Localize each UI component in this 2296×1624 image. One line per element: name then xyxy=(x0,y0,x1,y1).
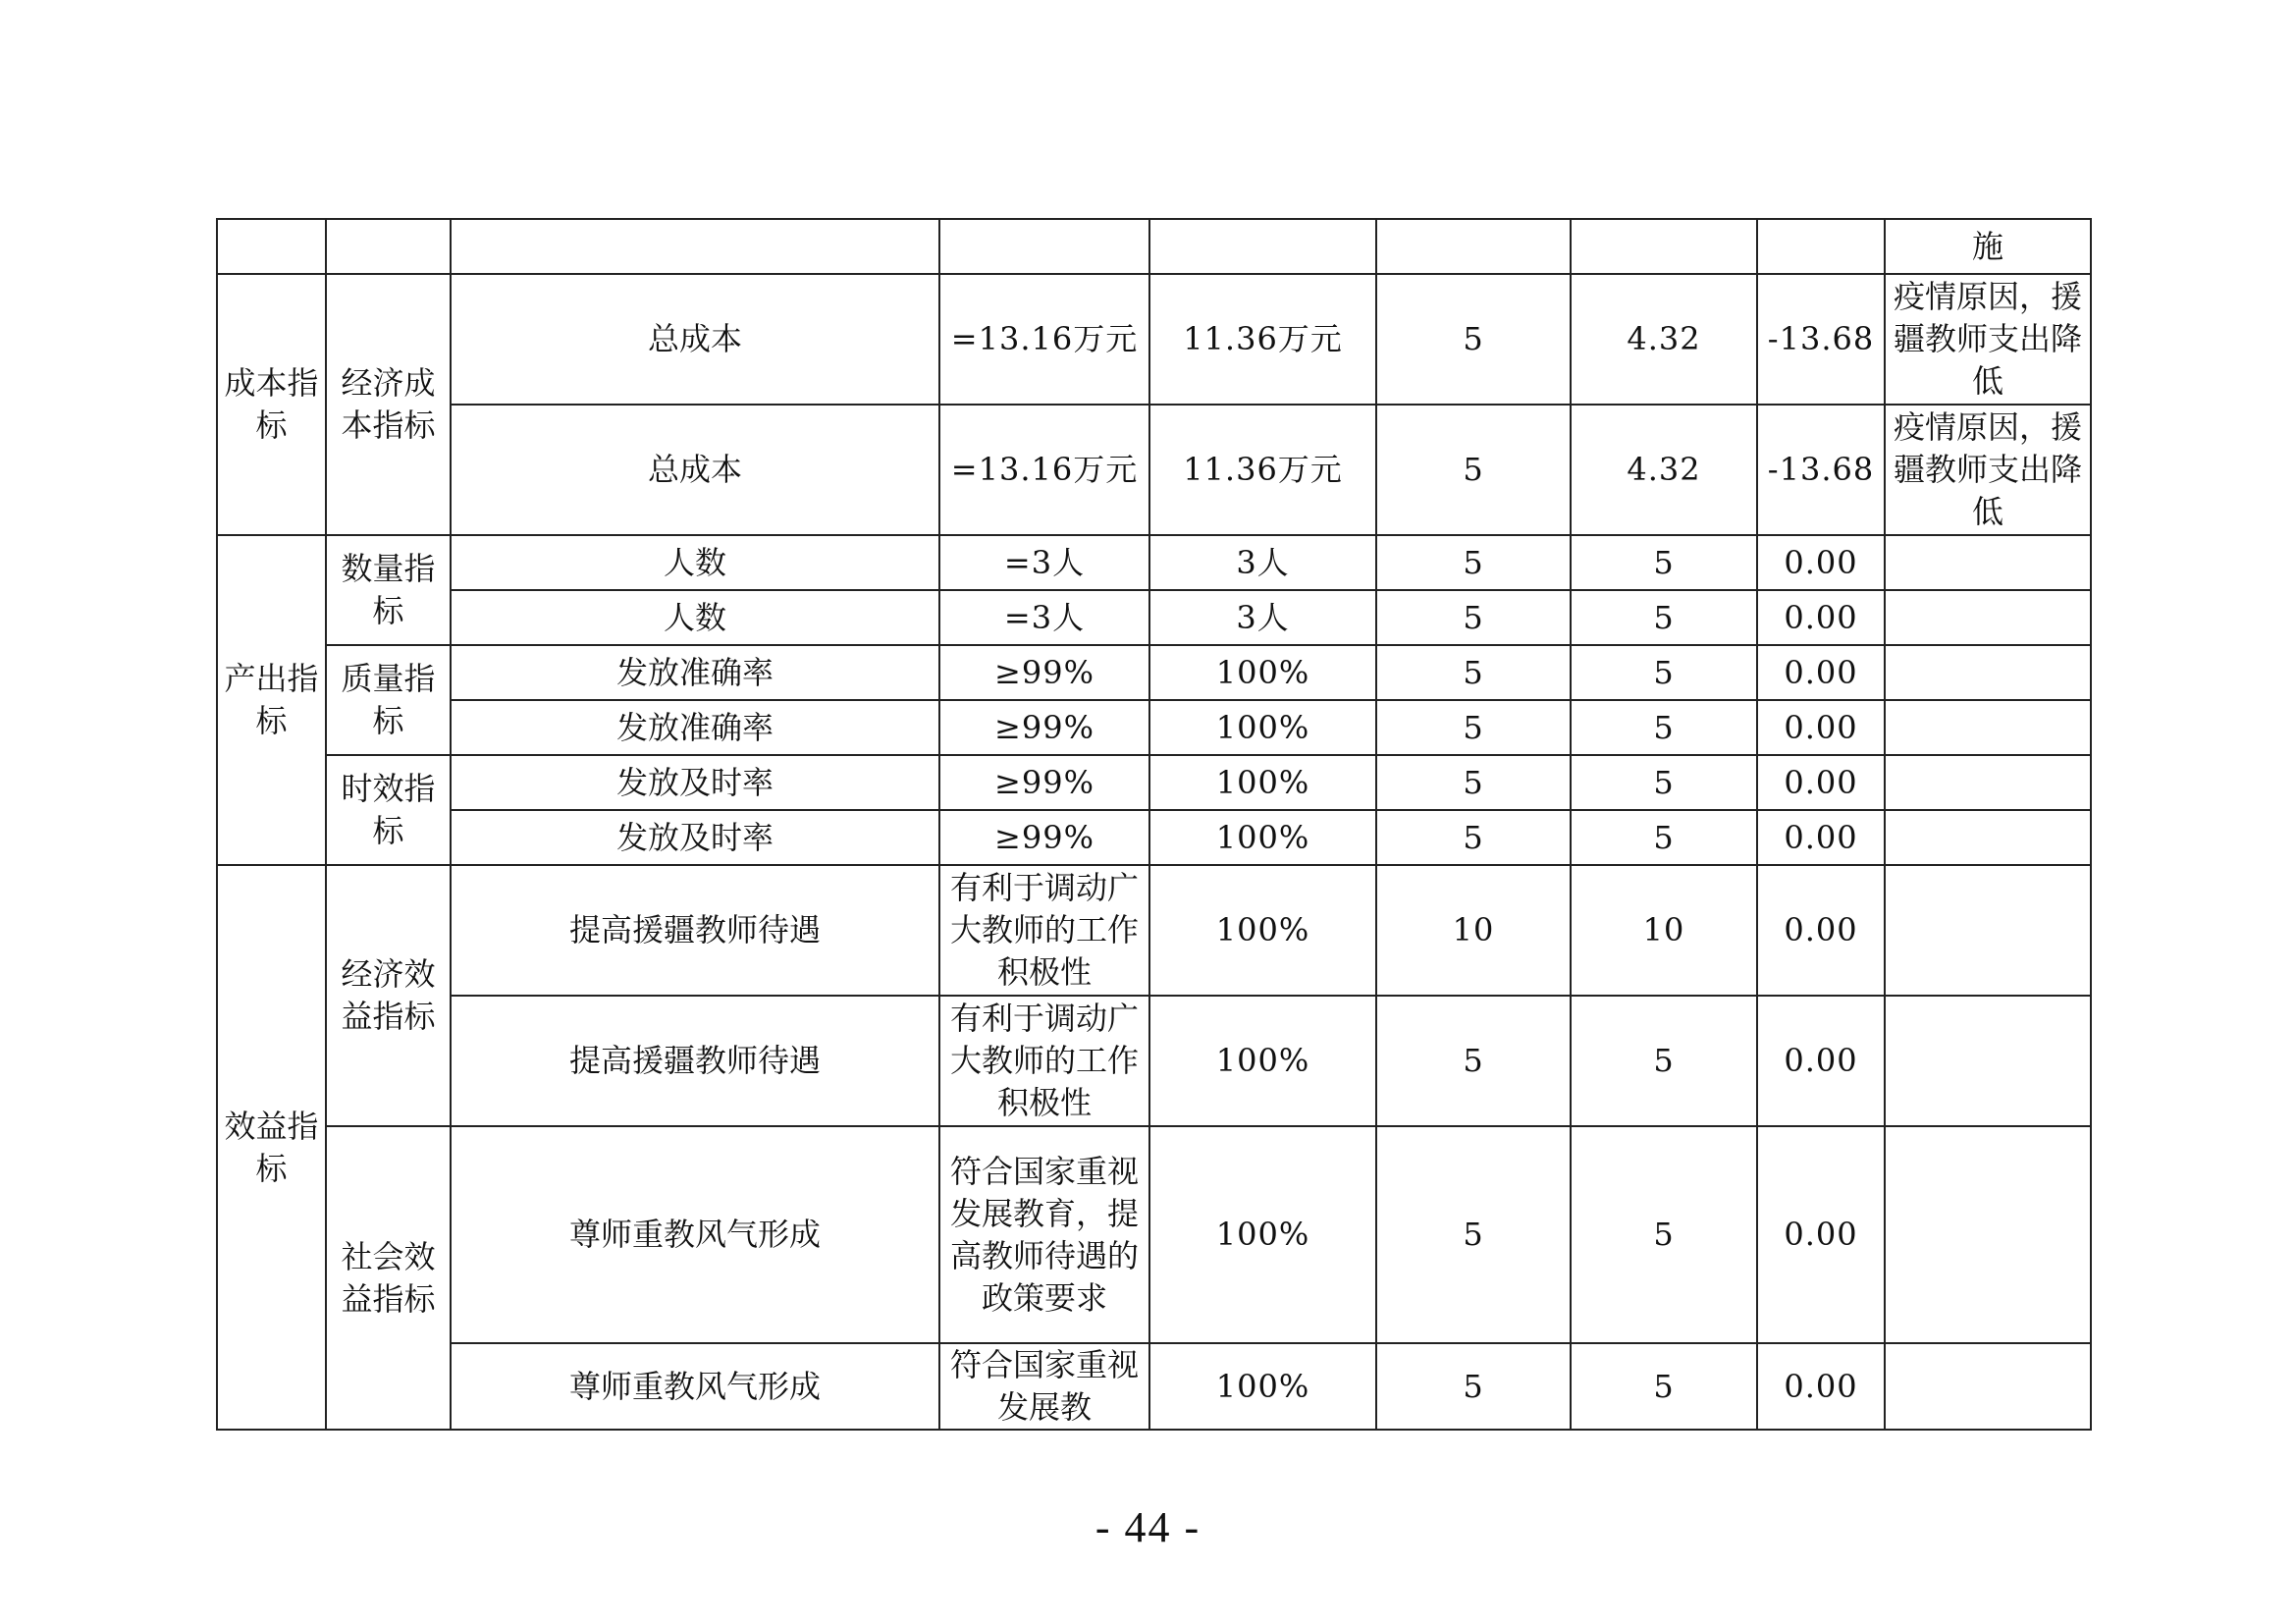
note-cell xyxy=(1885,1126,2091,1343)
weight-cell: 5 xyxy=(1376,405,1571,535)
actual-cell: 100% xyxy=(1149,810,1376,865)
empty-cell xyxy=(1149,219,1376,274)
target-cell: 有利于调动广大教师的工作积极性 xyxy=(939,865,1149,996)
score-cell: 4.32 xyxy=(1571,405,1757,535)
weight-cell: 5 xyxy=(1376,700,1571,755)
weight-cell: 5 xyxy=(1376,1126,1571,1343)
subcategory-economic-benefit: 经济效益指标 xyxy=(326,865,451,1126)
category-output: 产出指标 xyxy=(217,535,326,865)
weight-cell: 5 xyxy=(1376,810,1571,865)
actual-cell: 3人 xyxy=(1149,590,1376,645)
table-row xyxy=(217,700,2091,755)
actual-cell: 100% xyxy=(1149,996,1376,1126)
score-cell: 5 xyxy=(1571,996,1757,1126)
target-cell: 符合国家重视发展教育，提高教师待遇的政策要求 xyxy=(939,1126,1149,1343)
table-row xyxy=(217,274,2091,405)
target-cell: ≥99% xyxy=(939,645,1149,700)
table-row xyxy=(217,645,2091,700)
weight-cell: 5 xyxy=(1376,274,1571,405)
subcategory-timeliness: 时效指标 xyxy=(326,755,451,865)
score-cell: 5 xyxy=(1571,1126,1757,1343)
deviation-cell: 0.00 xyxy=(1757,1126,1885,1343)
weight-cell: 5 xyxy=(1376,535,1571,590)
deviation-cell: 0.00 xyxy=(1757,755,1885,810)
subcategory-economic-cost: 经济成本指标 xyxy=(326,274,451,535)
table-row xyxy=(217,865,2091,996)
actual-cell: 100% xyxy=(1149,1126,1376,1343)
table-row xyxy=(217,535,2091,590)
target-cell: ≥99% xyxy=(939,810,1149,865)
target-cell: =13.16万元 xyxy=(939,274,1149,405)
empty-cell xyxy=(326,219,451,274)
table-row xyxy=(217,1126,2091,1343)
note-cell xyxy=(1885,700,2091,755)
score-cell: 5 xyxy=(1571,810,1757,865)
empty-cell xyxy=(217,219,326,274)
indicator-cell: 发放准确率 xyxy=(451,645,939,700)
weight-cell: 5 xyxy=(1376,645,1571,700)
note-cell xyxy=(1885,645,2091,700)
actual-cell: 100% xyxy=(1149,645,1376,700)
deviation-cell: -13.68 xyxy=(1757,274,1885,405)
note-cell xyxy=(1885,865,2091,996)
score-cell: 10 xyxy=(1571,865,1757,996)
actual-cell: 100% xyxy=(1149,700,1376,755)
empty-cell xyxy=(1376,219,1571,274)
note-cell xyxy=(1885,996,2091,1126)
table-row xyxy=(217,996,2091,1126)
weight-cell: 5 xyxy=(1376,996,1571,1126)
note-cell: 疫情原因，援疆教师支出降低 xyxy=(1885,405,2091,535)
target-cell: ≥99% xyxy=(939,755,1149,810)
deviation-cell: 0.00 xyxy=(1757,590,1885,645)
deviation-cell: 0.00 xyxy=(1757,645,1885,700)
deviation-cell: 0.00 xyxy=(1757,810,1885,865)
actual-cell: 100% xyxy=(1149,865,1376,996)
table-row xyxy=(217,810,2091,865)
empty-cell xyxy=(939,219,1149,274)
target-cell: 有利于调动广大教师的工作积极性 xyxy=(939,996,1149,1126)
score-cell: 5 xyxy=(1571,700,1757,755)
deviation-cell: 0.00 xyxy=(1757,535,1885,590)
target-cell: =3人 xyxy=(939,535,1149,590)
weight-cell: 10 xyxy=(1376,865,1571,996)
deviation-cell: -13.68 xyxy=(1757,405,1885,535)
indicator-cell: 总成本 xyxy=(451,405,939,535)
note-cell xyxy=(1885,755,2091,810)
score-cell: 5 xyxy=(1571,755,1757,810)
empty-cell xyxy=(1571,219,1757,274)
table-row xyxy=(217,405,2091,535)
category-cost: 成本指标 xyxy=(217,274,326,535)
target-cell: =3人 xyxy=(939,590,1149,645)
score-cell: 5 xyxy=(1571,645,1757,700)
indicator-cell: 总成本 xyxy=(451,274,939,405)
deviation-cell: 0.00 xyxy=(1757,865,1885,996)
performance-indicator-table xyxy=(216,218,2092,1431)
indicator-cell: 提高援疆教师待遇 xyxy=(451,996,939,1126)
indicator-cell: 尊师重教风气形成 xyxy=(451,1343,939,1430)
subcategory-social-benefit: 社会效益指标 xyxy=(326,1126,451,1430)
table-row xyxy=(217,590,2091,645)
table-row xyxy=(217,755,2091,810)
indicator-cell: 尊师重教风气形成 xyxy=(451,1126,939,1343)
table-row xyxy=(217,1343,2091,1430)
score-cell: 5 xyxy=(1571,1343,1757,1430)
indicator-cell: 提高援疆教师待遇 xyxy=(451,865,939,996)
note-cell xyxy=(1885,535,2091,590)
score-cell: 5 xyxy=(1571,535,1757,590)
empty-cell xyxy=(451,219,939,274)
actual-cell: 11.36万元 xyxy=(1149,274,1376,405)
subcategory-quality: 质量指标 xyxy=(326,645,451,755)
actual-cell: 11.36万元 xyxy=(1149,405,1376,535)
actual-cell: 100% xyxy=(1149,755,1376,810)
weight-cell: 5 xyxy=(1376,1343,1571,1430)
deviation-cell: 0.00 xyxy=(1757,1343,1885,1430)
note-cell: 疫情原因，援疆教师支出降低 xyxy=(1885,274,2091,405)
score-cell: 4.32 xyxy=(1571,274,1757,405)
note-cell xyxy=(1885,810,2091,865)
category-benefit: 效益指标 xyxy=(217,865,326,1430)
page-number: - 44 - xyxy=(1095,1503,1201,1551)
weight-cell: 5 xyxy=(1376,590,1571,645)
indicator-cell: 人数 xyxy=(451,535,939,590)
indicator-cell: 发放及时率 xyxy=(451,755,939,810)
indicator-cell: 发放及时率 xyxy=(451,810,939,865)
indicator-cell: 人数 xyxy=(451,590,939,645)
weight-cell: 5 xyxy=(1376,755,1571,810)
actual-cell: 3人 xyxy=(1149,535,1376,590)
deviation-cell: 0.00 xyxy=(1757,996,1885,1126)
subcategory-quantity: 数量指标 xyxy=(326,535,451,645)
note-cell: 施 xyxy=(1885,219,2091,274)
indicator-cell: 发放准确率 xyxy=(451,700,939,755)
target-cell: =13.16万元 xyxy=(939,405,1149,535)
actual-cell: 100% xyxy=(1149,1343,1376,1430)
empty-cell xyxy=(1757,219,1885,274)
deviation-cell: 0.00 xyxy=(1757,700,1885,755)
target-cell: 符合国家重视发展教 xyxy=(939,1343,1149,1430)
note-cell xyxy=(1885,590,2091,645)
table-row-continuation xyxy=(217,219,2091,274)
note-cell xyxy=(1885,1343,2091,1430)
target-cell: ≥99% xyxy=(939,700,1149,755)
score-cell: 5 xyxy=(1571,590,1757,645)
